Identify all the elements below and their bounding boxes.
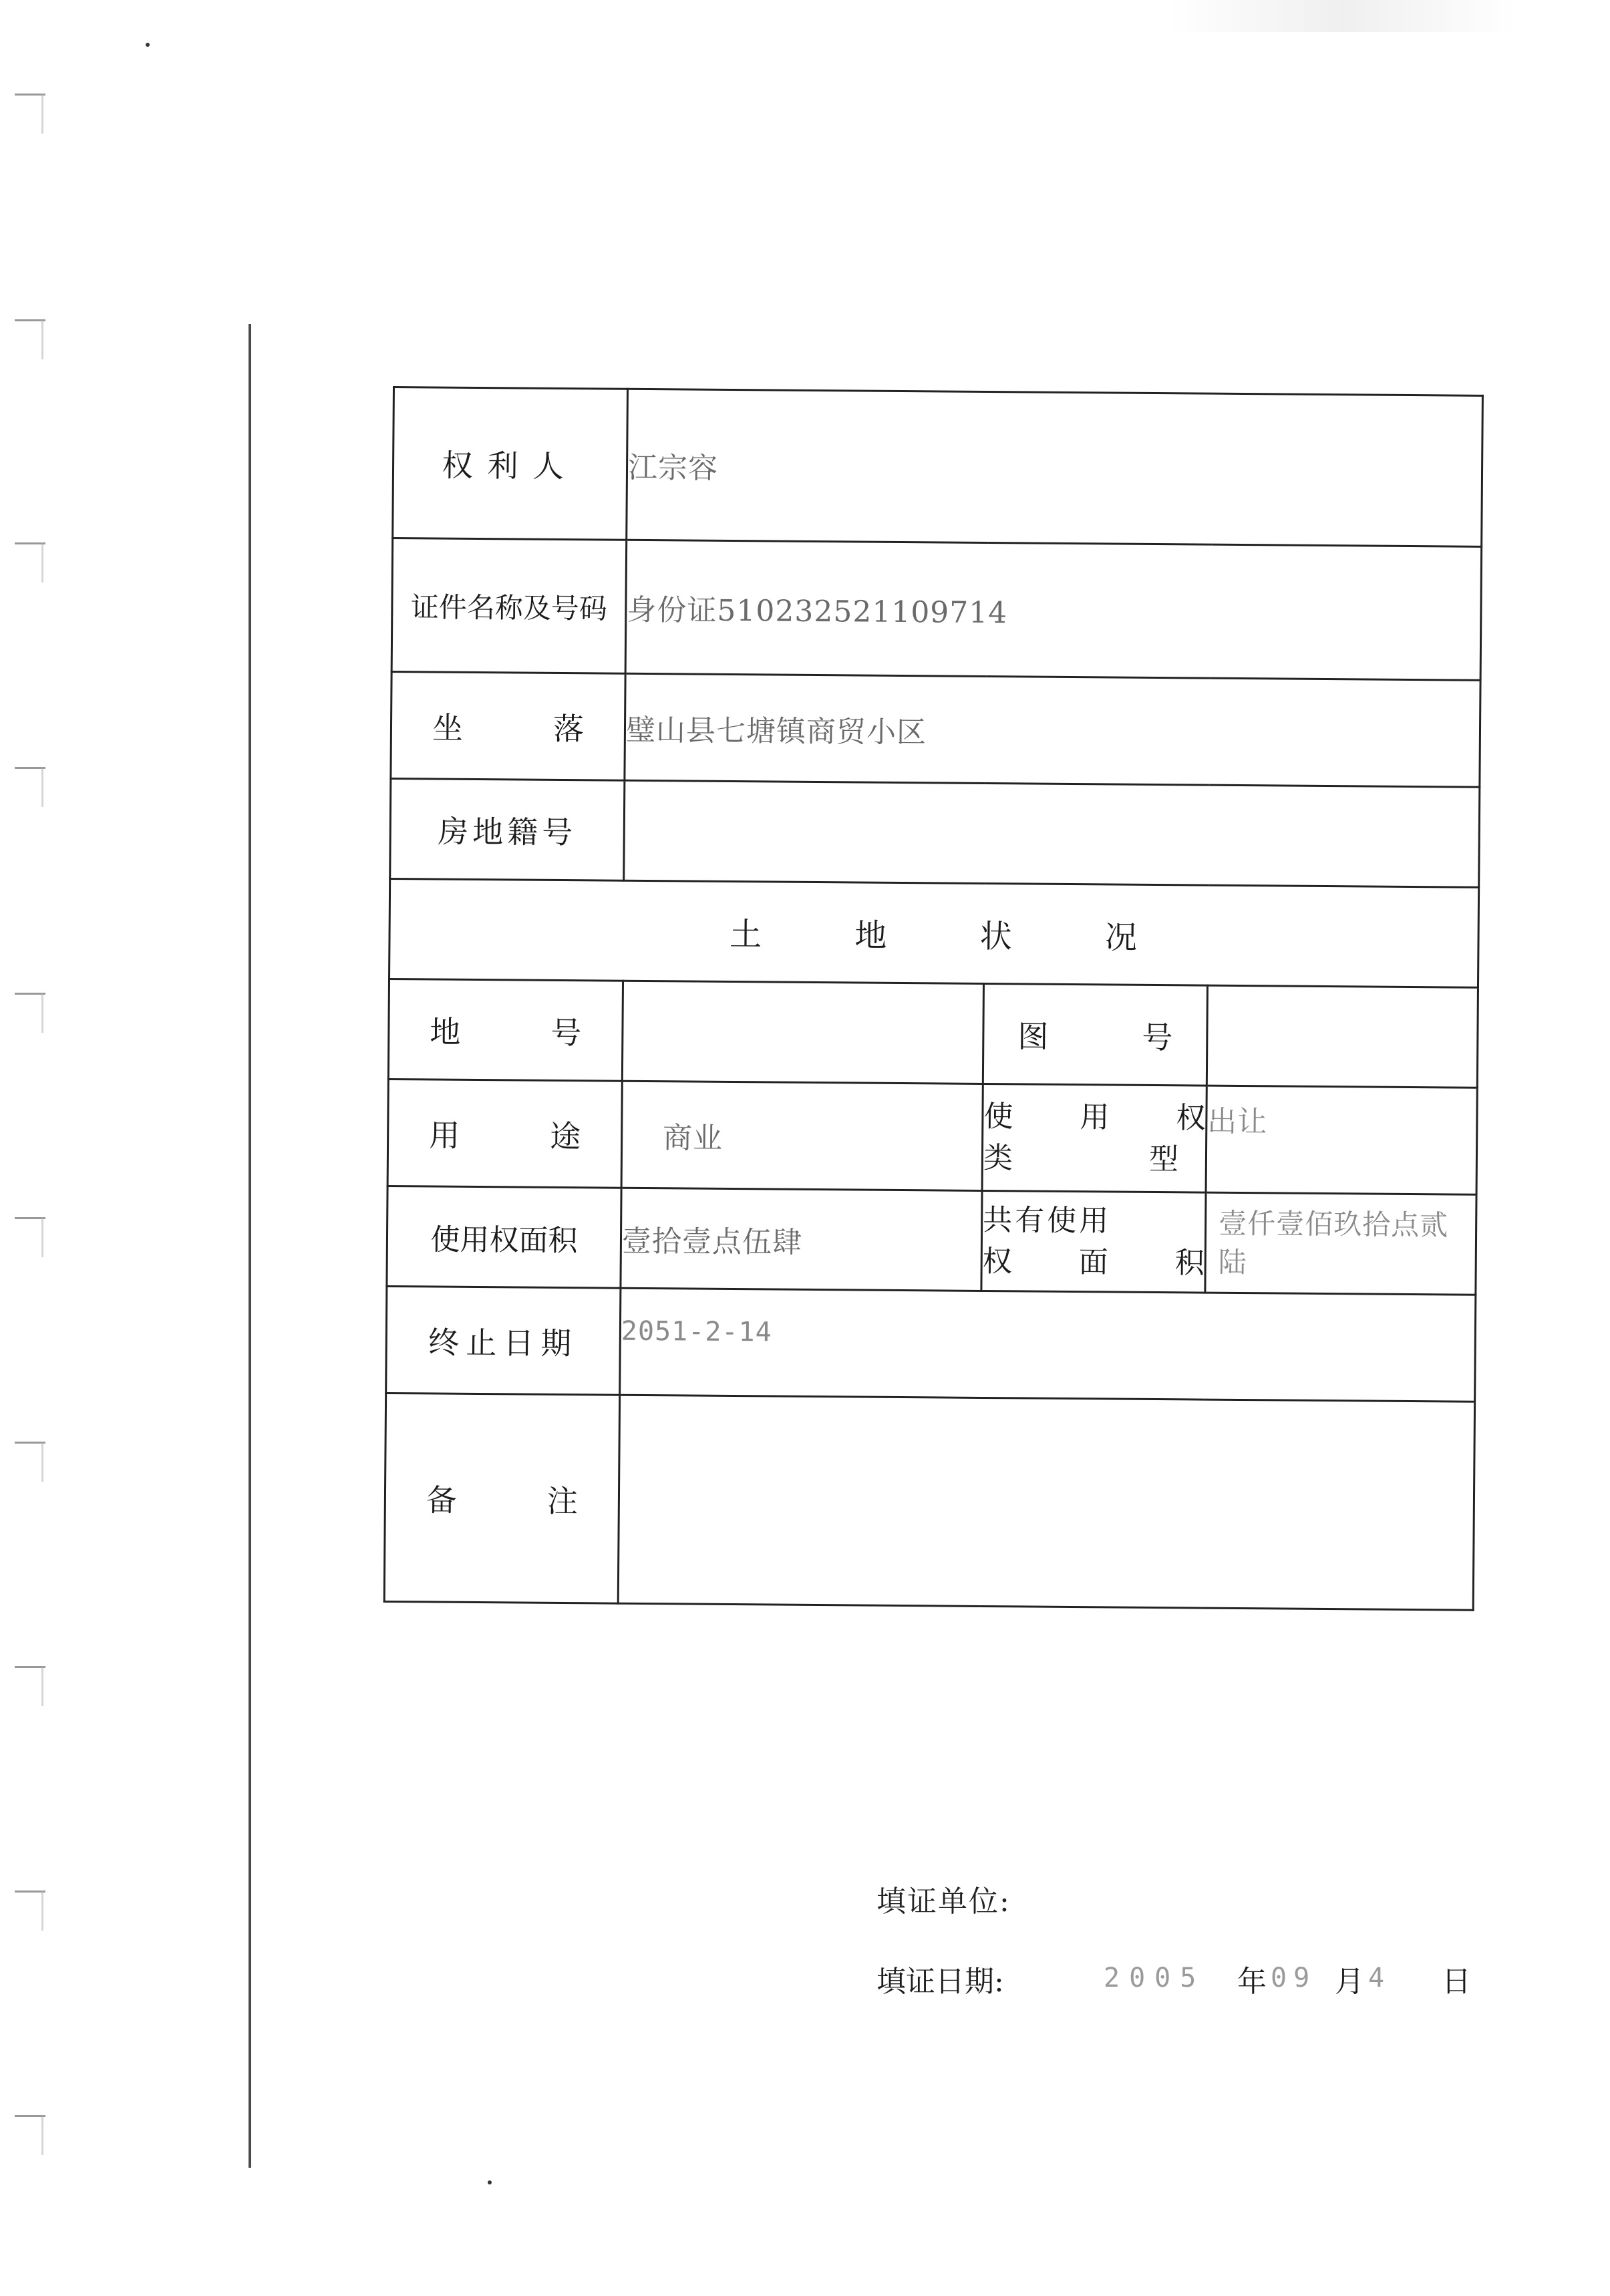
right-type-char: 使	[983, 1099, 1013, 1134]
parcel-reg-label: 房地籍号	[390, 778, 625, 880]
issue-day: 4	[1368, 1963, 1385, 1993]
area-row	[387, 1186, 1476, 1295]
lot-no-value	[622, 981, 983, 1084]
map-no-char-1: 图	[1017, 1017, 1049, 1055]
location-row	[391, 671, 1480, 787]
map-no-label	[983, 983, 1207, 1086]
right-type-char: 用	[1080, 1100, 1110, 1134]
lot-no-char-2: 号	[550, 1014, 582, 1051]
punch-mark	[15, 319, 45, 321]
location-label	[391, 671, 625, 780]
owner-value: 江宗容	[627, 389, 1483, 546]
parcel-reg-value	[624, 780, 1480, 887]
punch-mark	[15, 1891, 45, 1893]
issuer-label: 填证单位:	[876, 1884, 1011, 1919]
scan-speck	[146, 43, 150, 47]
scan-top-noise	[1169, 0, 1516, 32]
map-no-value	[1206, 985, 1478, 1088]
right-type-label	[982, 1084, 1206, 1192]
remarks-value	[618, 1395, 1474, 1610]
land-certificate-form	[383, 386, 1484, 1611]
remarks-row	[384, 1393, 1474, 1610]
issue-year-unit: 年	[1237, 1965, 1267, 1999]
remarks-char-1: 备	[426, 1481, 458, 1518]
use-row	[387, 1079, 1477, 1194]
owner-label-text: 权利人	[442, 447, 579, 484]
binding-line	[249, 324, 251, 2168]
use-area-value: 壹拾壹点伍肆	[621, 1188, 982, 1291]
punch-mark	[15, 2115, 45, 2117]
shared-area-label-line1: 共有使用	[983, 1202, 1112, 1238]
remarks-char-2: 注	[546, 1482, 579, 1519]
scan-speck	[488, 2180, 492, 2184]
punch-mark	[15, 94, 45, 96]
lot-no-char-1: 地	[430, 1013, 461, 1050]
shared-area-char: 积	[1174, 1245, 1204, 1281]
right-type-value: 出让	[1206, 1086, 1477, 1194]
punch-mark	[15, 542, 45, 544]
punch-mark	[15, 767, 45, 769]
id-doc-row	[391, 538, 1482, 681]
id-doc-label: 证件名称及号码	[391, 538, 627, 674]
location-label-text	[392, 703, 625, 750]
land-section-row	[389, 878, 1479, 987]
punch-mark	[15, 993, 45, 995]
issue-day-unit: 日	[1442, 1965, 1471, 1999]
issue-year: 2005	[1104, 1963, 1206, 1993]
use-value: 商业	[621, 1081, 983, 1190]
lot-no-label	[388, 979, 623, 1081]
shared-area-char: 面	[1078, 1245, 1108, 1279]
lot-map-row	[388, 979, 1478, 1088]
issue-date-label: 填证日期:	[876, 1965, 1004, 1999]
shared-area-label	[981, 1190, 1206, 1293]
parcel-reg-row	[390, 778, 1480, 887]
owner-label	[393, 387, 628, 540]
use-label	[387, 1079, 622, 1188]
right-type-char: 权	[1176, 1100, 1206, 1136]
use-area-label: 使用权面积	[387, 1186, 621, 1288]
location-value: 璧山县七塘镇商贸小区	[625, 673, 1480, 787]
issue-month: 09	[1271, 1963, 1317, 1993]
id-doc-value: 身份证510232521109714	[625, 540, 1482, 680]
land-section-title	[389, 878, 1479, 987]
use-char-1: 用	[428, 1116, 460, 1154]
end-date-row	[386, 1286, 1476, 1402]
shared-area-value: 壹仟壹佰玖拾点贰陆	[1205, 1192, 1476, 1295]
punch-mark	[15, 1217, 45, 1219]
land-section-char: 况	[1104, 919, 1139, 957]
issuer-line	[876, 1877, 1011, 1920]
owner-row	[393, 387, 1483, 547]
land-section-char: 地	[854, 917, 889, 955]
shared-area-char: 权	[982, 1244, 1012, 1279]
issue-month-unit: 月	[1335, 1965, 1364, 1999]
right-type-char: 类	[983, 1140, 1013, 1175]
land-section-char: 状	[979, 917, 1013, 956]
issue-date-line	[876, 1957, 1478, 2004]
remarks-label	[384, 1393, 619, 1603]
punch-mark	[15, 1666, 45, 1668]
land-section-char: 土	[729, 915, 764, 954]
punch-mark	[15, 1442, 45, 1444]
location-label-char-1: 坐	[432, 709, 464, 746]
use-char-2: 途	[549, 1118, 581, 1154]
map-no-char-2: 号	[1142, 1019, 1173, 1055]
location-label-char-2: 落	[552, 710, 585, 747]
end-date-label: 终止日期	[386, 1286, 621, 1395]
right-type-char: 型	[1148, 1142, 1179, 1176]
end-date-value: 2051-2-14	[620, 1288, 1476, 1402]
